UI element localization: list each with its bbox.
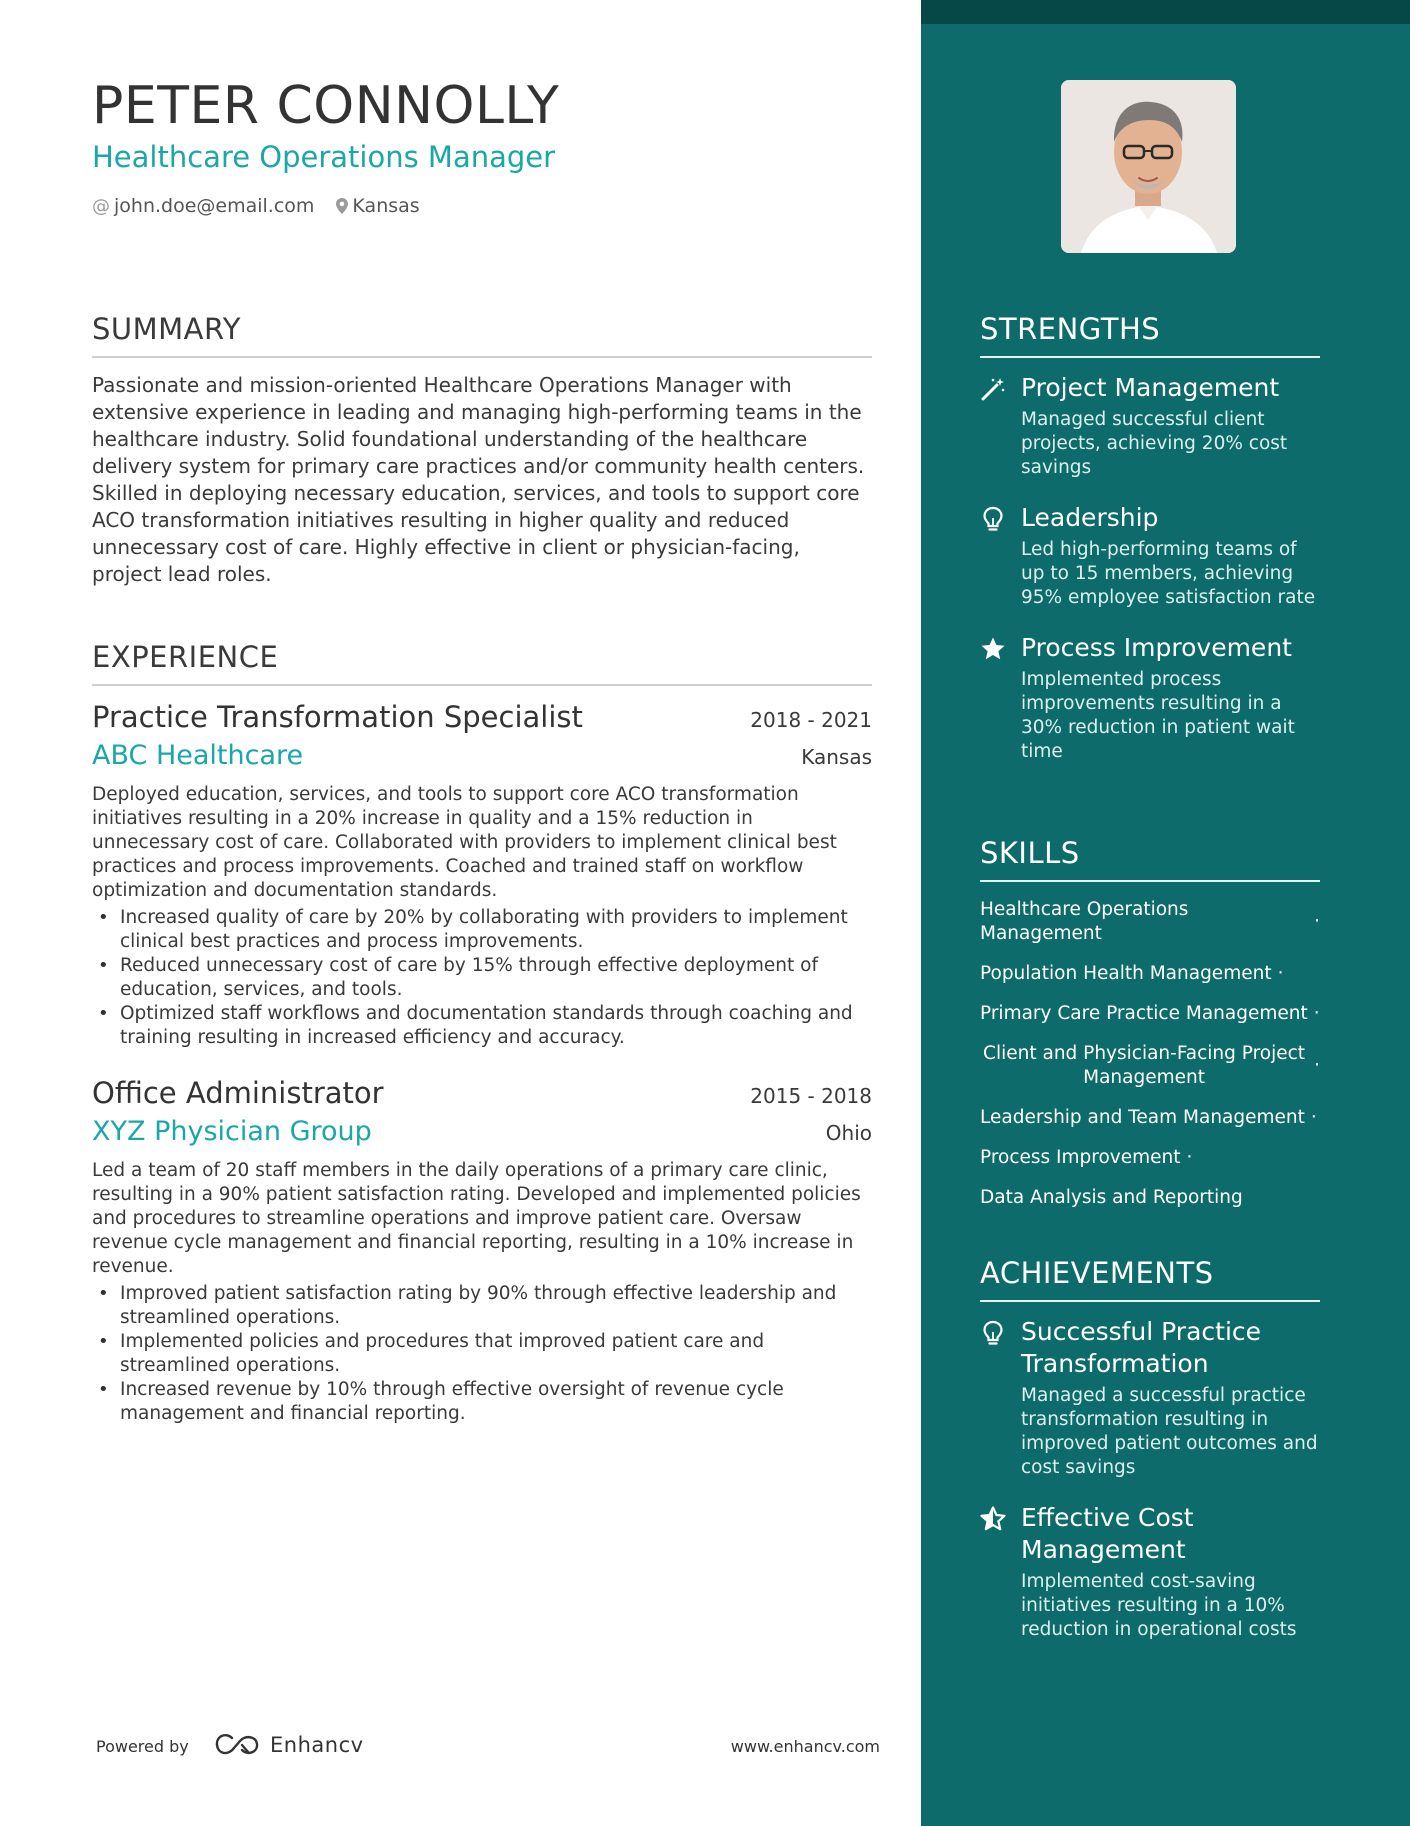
- strength-title: Leadership: [1021, 503, 1159, 532]
- job-bullet: • Increased quality of care by 20% by collaborating with providers to implement clinical best practices and process improvements.: [92, 906, 872, 954]
- enhancv-logo[interactable]: [214, 1733, 364, 1757]
- job-description: Led a team of 20 staff members in the daily operations of a primary care clinic, resulting in a 90% patient satisfaction rating. Developed and implemented policies and procedures to streamline operations and improve patient care. Oversaw revenue cycle management and financial reporting, resulting in a 10% increase in revenue.: [92, 1160, 861, 1277]
- job-title: Office Administrator: [92, 1076, 384, 1110]
- achievement-description: Implemented cost-saving initiatives resulting in a 10% reduction in operational costs: [1021, 1571, 1297, 1640]
- skill-item: [980, 1002, 1320, 1026]
- achievement-item: [980, 1502, 1320, 1642]
- skill-item: [980, 1106, 1320, 1130]
- strength-description: Led high-performing teams of up to 15 members, achieving 95% employee satisfaction rate: [1021, 539, 1316, 608]
- skill-label: Data Analysis and Reporting: [980, 1187, 1243, 1208]
- summary-text: Passionate and mission-oriented Healthcare Operations Manager with extensive experience in leading and managing high-performing teams in the healthcare industry. Solid foundational understanding of the healthcare delivery system for primary care practices and/or community health centers. Skilled in deploying necessary education, services, and tools to support core ACO transformation initiatives resulting in higher quality and reduced unnecessary cost of care. Highly effective in client or physician-facing, project lead roles.: [92, 373, 865, 586]
- enhancv-logo-icon: [214, 1733, 260, 1757]
- separator-dot: ·: [1313, 1003, 1320, 1024]
- achievement-item: [980, 1316, 1320, 1480]
- strength-description: Implemented process improvements resulting in a 30% reduction in patient wait time: [1021, 669, 1295, 762]
- website-link[interactable]: www.enhancv.com: [730, 1737, 880, 1756]
- strengths-section: [980, 312, 1320, 764]
- job-dates: 2018 - 2021: [750, 708, 872, 732]
- job-title: Practice Transformation Specialist: [92, 700, 583, 734]
- achievement-description: Managed a successful practice transformation resulting in improved patient outcomes and cost savings: [1021, 1385, 1318, 1478]
- contact-info: [92, 195, 420, 217]
- skill-item: [980, 1186, 1320, 1210]
- powered-by-text: Powered by: [96, 1737, 189, 1756]
- job-entry: [92, 700, 872, 1050]
- job-location: Kansas: [801, 745, 872, 769]
- candidate-title: Healthcare Operations Manager: [92, 140, 556, 174]
- strength-description: Managed successful client projects, achieving 20% cost savings: [1021, 409, 1288, 478]
- job-company: XYZ Physician Group: [92, 1116, 372, 1147]
- skills-section: [980, 836, 1320, 1210]
- summary-heading: SUMMARY: [92, 312, 872, 358]
- job-bullets: [92, 906, 872, 1050]
- job-bullets: [92, 1282, 872, 1426]
- skill-label: Population Health Management: [980, 963, 1272, 984]
- strength-item: [980, 502, 1320, 610]
- separator-dot: ·: [1277, 963, 1284, 984]
- footer: [96, 1733, 880, 1763]
- job-bullet: • Improved patient satisfaction rating by 90% through effective leadership and streamlined operations.: [92, 1282, 872, 1330]
- skill-item: [980, 898, 1320, 946]
- experience-heading: EXPERIENCE: [92, 640, 872, 686]
- candidate-name: PETER CONNOLLY: [92, 76, 560, 136]
- at-icon: @: [92, 195, 110, 217]
- job-bullet: • Implemented policies and procedures that improved patient care and streamlined operations.: [92, 1330, 872, 1378]
- skill-label: Process Improvement: [980, 1147, 1181, 1168]
- separator-dot: ·: [1314, 1055, 1320, 1076]
- job-bullet: • Reduced unnecessary cost of care by 15% through effective deployment of education, services, and tools.: [92, 954, 872, 1002]
- job-bullet: • Increased revenue by 10% through effective oversight of revenue cycle management and financial reporting.: [92, 1378, 872, 1426]
- achievement-title: Effective Cost Management: [1021, 1503, 1194, 1564]
- sidebar-top-band: [921, 0, 1410, 24]
- skill-label: Client and Physician-Facing Project Management: [983, 1043, 1306, 1088]
- skills-heading: SKILLS: [980, 836, 1320, 882]
- skill-label: Leadership and Team Management: [980, 1107, 1305, 1128]
- skill-item: [980, 962, 1320, 986]
- achievements-heading: ACHIEVEMENTS: [980, 1256, 1320, 1302]
- strength-item: [980, 372, 1320, 480]
- location-pin-icon: [336, 198, 348, 214]
- strength-item: [980, 632, 1320, 764]
- job-bullet: • Optimized staff workflows and documentation standards through coaching and training resulting in increased efficiency and accuracy.: [92, 1002, 872, 1050]
- separator-dot: ·: [1186, 1147, 1193, 1168]
- lightbulb-icon: [980, 506, 1006, 532]
- job-description: Deployed education, services, and tools to support core ACO transformation initiatives resulting in a 20% increase in quality and a 15% reduction in unnecessary cost of care. Collaborated with providers to implement clinical best practices and process improvements. Coached and trained staff on workflow optimization and documentation standards.: [92, 784, 837, 901]
- skill-label: Healthcare Operations Management: [980, 899, 1189, 944]
- strength-title: Project Management: [1021, 373, 1280, 402]
- brand-name: Enhancv: [270, 1733, 364, 1757]
- magic-wand-icon: [980, 376, 1006, 402]
- star-icon: [980, 636, 1006, 662]
- separator-dot: ·: [1314, 911, 1320, 932]
- star-outline-icon: [980, 1506, 1006, 1532]
- strength-title: Process Improvement: [1021, 633, 1292, 662]
- skill-item: [980, 1146, 1320, 1170]
- sidebar: [921, 0, 1410, 1826]
- email-text: john.doe@email.com: [114, 195, 315, 217]
- job-location: Ohio: [825, 1121, 872, 1145]
- achievement-title: Successful Practice Transformation: [1021, 1317, 1262, 1378]
- job-entry: [92, 1076, 872, 1426]
- lightbulb-icon: [980, 1320, 1006, 1346]
- job-dates: 2015 - 2018: [750, 1084, 872, 1108]
- job-company: ABC Healthcare: [92, 740, 304, 771]
- summary-section: [92, 312, 872, 588]
- separator-dot: ·: [1310, 1107, 1317, 1128]
- profile-photo: [1061, 80, 1236, 253]
- avatar-illustration: [1061, 80, 1236, 253]
- experience-section: [92, 640, 872, 1426]
- skill-label: Primary Care Practice Management: [980, 1003, 1308, 1024]
- achievements-section: [980, 1256, 1320, 1642]
- location-item: [336, 195, 419, 217]
- skill-item: [980, 1042, 1320, 1090]
- location-text: Kansas: [352, 195, 420, 217]
- strengths-heading: STRENGTHS: [980, 312, 1320, 358]
- skills-list: [980, 898, 1320, 1210]
- email-item[interactable]: [92, 195, 314, 217]
